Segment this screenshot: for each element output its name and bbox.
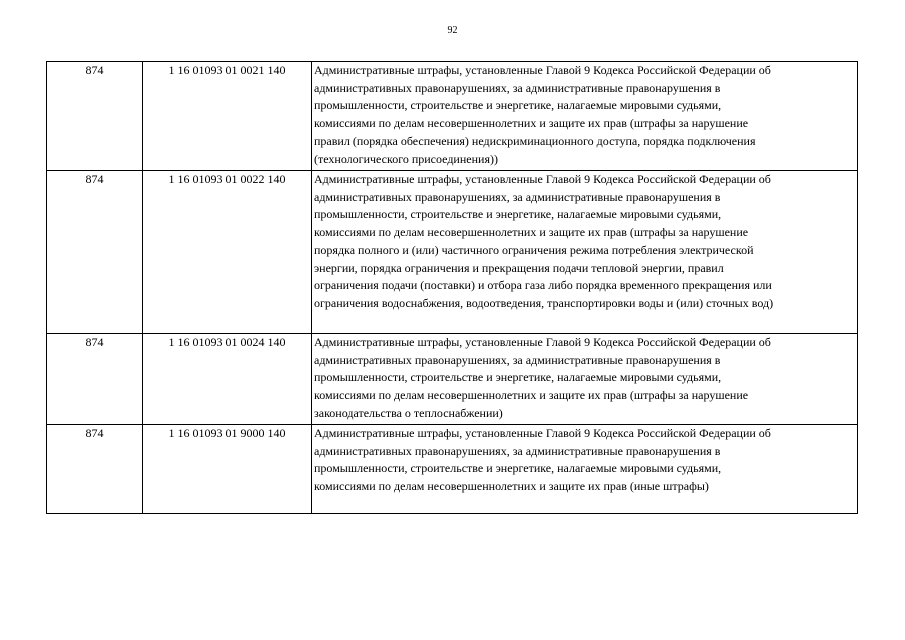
admin-code-cell: 874: [47, 425, 143, 514]
table-row: [47, 425, 858, 514]
table-row: [47, 171, 858, 334]
page-number: 92: [447, 25, 458, 36]
budget-classification-table: [46, 61, 858, 514]
admin-code-cell: 874: [47, 334, 143, 425]
admin-code-cell: 874: [47, 62, 143, 171]
budget-code-cell: 1 16 01093 01 9000 140: [143, 425, 312, 514]
budget-code-cell: 1 16 01093 01 0024 140: [143, 334, 312, 425]
description-cell: Административные штрафы, установленные Главой 9 Кодекса Российской Федерации об административных правонарушениях, за административные правонарушения в промышленности, строительстве и энергетике, налагаемые мировыми судьями, комиссиями по делам несовершеннолетних и защите их прав (иные штрафы): [312, 425, 858, 514]
table-row: [47, 62, 858, 171]
description-cell: Административные штрафы, установленные Главой 9 Кодекса Российской Федерации об административных правонарушениях, за административные правонарушения в промышленности, строительстве и энергетике, налагаемые мировыми судьями, комиссиями по делам несовершеннолетних и защите их прав (штрафы за нарушение правил (порядка обеспечения) недискриминационного доступа, порядка подключения (технологического присоединения)): [312, 62, 858, 171]
budget-code-cell: 1 16 01093 01 0022 140: [143, 171, 312, 334]
budget-code-cell: 1 16 01093 01 0021 140: [143, 62, 312, 171]
table-row: [47, 334, 858, 425]
description-cell: Административные штрафы, установленные Главой 9 Кодекса Российской Федерации об административных правонарушениях, за административные правонарушения в промышленности, строительстве и энергетике, налагаемые мировыми судьями, комиссиями по делам несовершеннолетних и защите их прав (штрафы за нарушение порядка полного и (или) частичного ограничения режима потребления электрической энергии, порядка ограничения и прекращения подачи тепловой энергии, правил ограничения подачи (поставки) и отбора газа либо порядка временного прекращения или ограничения водоснабжения, водоотведения, транспортировки воды и (или) сточных вод): [312, 171, 858, 334]
admin-code-cell: 874: [47, 171, 143, 334]
description-cell: Административные штрафы, установленные Главой 9 Кодекса Российской Федерации об административных правонарушениях, за административные правонарушения в промышленности, строительстве и энергетике, налагаемые мировыми судьями, комиссиями по делам несовершеннолетних и защите их прав (штрафы за нарушение законодательства о теплоснабжении): [312, 334, 858, 425]
